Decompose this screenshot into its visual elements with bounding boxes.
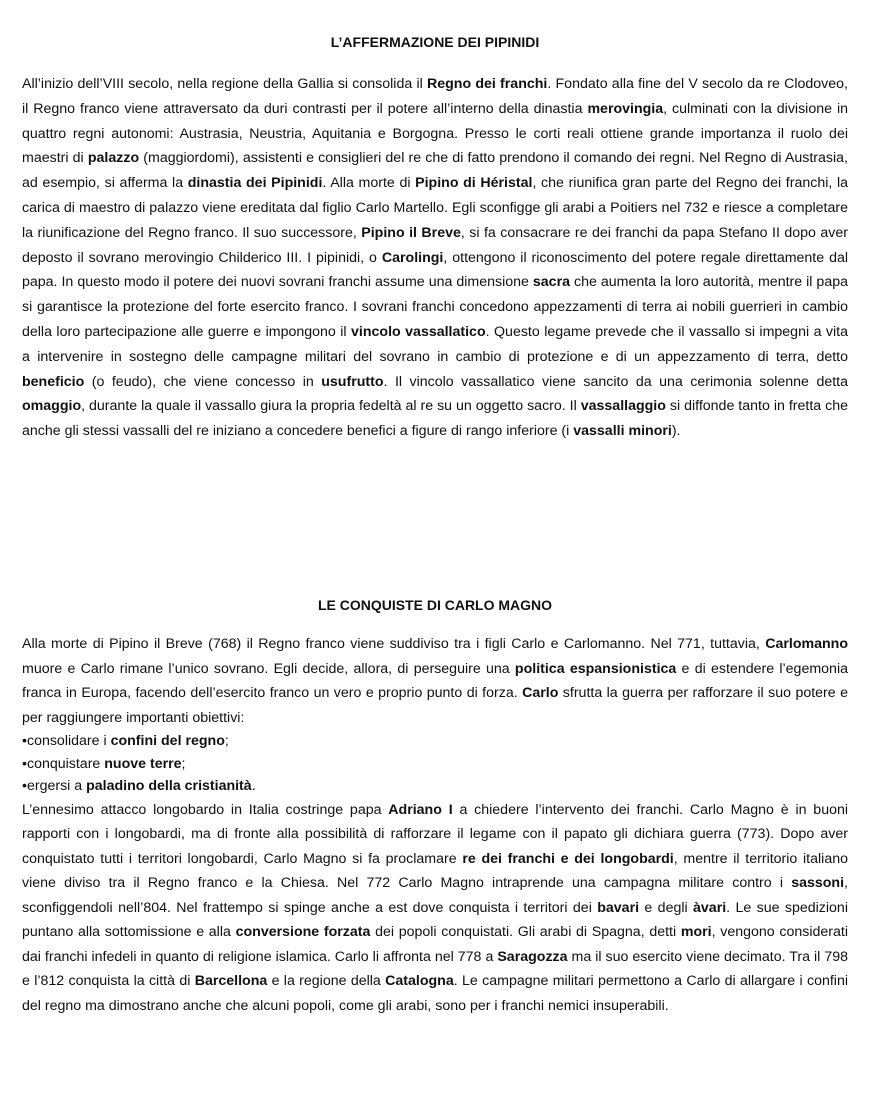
objective-item <box>22 753 848 776</box>
bold-term: conversione forzata <box>235 924 371 940</box>
text-run: ; <box>224 733 229 749</box>
bold-term: politica espansionistica <box>514 660 677 677</box>
bold-term: palazzo <box>87 150 140 167</box>
text-run: . Questo legame prevede che il vassallo si impegni a vita a intervenire in sostegno delle campagne militari del sovrano in cambio di protezione e di un appezzamento di terra, detto <box>22 323 848 365</box>
bold-term: omaggio <box>22 398 82 415</box>
text-run: , ottengono il riconoscimento del potere regale direttamente dal papa. In questo modo il potere dei nuovi sovrani franchi assume una dimensione <box>22 249 849 291</box>
section-2-intro <box>22 632 848 730</box>
text-run: ). <box>671 423 681 440</box>
text-run: . Le campagne militari permettono a Carlo di allargare i confini del regno ma dimostrano anche che alcuni popoli, come gli arabi, sono per i franchi nemici insuperabili. <box>22 973 848 1014</box>
bold-term: dinastia dei Pipinidi <box>187 175 323 192</box>
section-1-title: L’AFFERMAZIONE DEI PIPINIDI <box>330 34 540 50</box>
text-run: . <box>251 778 256 794</box>
section-2-paragraph <box>22 798 848 1019</box>
section-2-body <box>22 632 848 1018</box>
text-run: e di estendere l’egemonia franca in Europa, facendo dell’esercito franco un vero e proprio punto di forza. <box>22 660 848 701</box>
bold-term: confini del regno <box>110 733 225 749</box>
text-run: . Le sue spedizioni puntano alla sottomissione e alla <box>22 899 848 940</box>
text-run: ; <box>181 755 186 772</box>
bold-term: sacra <box>532 274 570 291</box>
bold-term: sassoni <box>791 875 845 891</box>
bold-term: Adriano I <box>388 801 453 818</box>
bullet-mark: • <box>22 778 27 794</box>
bullet-mark: • <box>22 733 27 749</box>
bold-term: Carlo <box>522 685 559 701</box>
text-run: (o feudo), che viene concesso in <box>84 373 322 390</box>
text-run: ergersi a <box>26 778 87 794</box>
bold-term: mori <box>680 924 712 940</box>
bold-term: Catalogna <box>385 973 454 989</box>
text-run: , vengono considerati dai franchi infedeli in quanto di religione islamica. Carlo li affronta nel 778 a <box>22 924 848 965</box>
text-run: consolidare i <box>26 733 111 749</box>
text-run: Alla morte di Pipino il Breve (768) il Regno franco viene suddiviso tra i figli Carlo e Carlomanno. Nel 771, tuttavia, <box>22 636 766 652</box>
text-run: . Fondato alla fine del V secolo da re Clodoveo, il Regno franco viene attraversato da duri contrasti per il potere all’interno della dinastia <box>22 76 848 117</box>
text-run: , che riunifica gran parte del Regno dei franchi, la carica di maestro di palazzo viene ereditata dal figlio Carlo Martello. Egli sconfigge gli arabi a Poitiers nel 732 e riesce a completare la riunificazione del Regno franco. Il suo successore, <box>22 175 849 241</box>
objectives-list <box>22 730 848 798</box>
text-run: L’ennesimo attacco longobardo in Italia costringe papa <box>22 801 389 818</box>
bold-term: bavari <box>597 899 640 916</box>
bold-term: usufrutto <box>321 373 384 390</box>
bold-term: Pipino il Breve <box>361 224 461 241</box>
text-run: (maggiordomi), assistenti e consiglieri del re che di fatto prendono il comando dei regni. Nel Regno di Austrasia, ad esempio, si afferma la <box>22 150 848 192</box>
objective-item <box>22 730 848 753</box>
text-run: muore e Carlo rimane l’unico sovrano. Egli decide, allora, di perseguire una <box>22 660 515 677</box>
text-run: . Il vincolo vassallatico viene sancito da una cerimonia solenne detta <box>383 373 848 390</box>
bold-term: beneficio <box>22 373 85 390</box>
text-run: , culminati con la divisione in quattro regni autonomi: Austrasia, Neustria, Aquitania e Borgogna. Presso le corti reali ottiene grande importanza il ruolo dei maestri di <box>22 100 848 167</box>
objective-item <box>22 775 848 798</box>
bold-term: Saragozza <box>497 948 568 965</box>
bold-term: nuove terre <box>104 755 182 772</box>
text-run: dei popoli conquistati. Gli arabi di Spagna, detti <box>370 924 681 940</box>
bold-term: Regno dei franchi <box>426 76 548 92</box>
text-run: si diffonde tanto in fretta che anche gli stessi vassalli del re iniziano a concedere benefici a figure di rango inferiore (i <box>22 398 848 440</box>
bold-term: Barcellona <box>194 973 268 989</box>
bold-term: Carlomanno <box>765 636 848 652</box>
text-run: e la regione della <box>267 973 386 989</box>
section-2-title: LE CONQUISTE DI CARLO MAGNO <box>317 597 553 613</box>
bold-term: re dei franchi e dei longobardi <box>462 850 674 867</box>
text-run: a chiedere l’intervento dei franchi. Carlo Magno è in buoni rapporti con i longobardi, ma di fronte alla possibilità di rafforzare il legame con il papato gli dichiara guerra (773). Dopo aver conquistato tutti i territori longobardi, Carlo Magno si fa proclamare <box>22 801 849 867</box>
text-run: , mentre il territorio italiano viene diviso tra il Regno franco e la Chiesa. Nel 772 Carlo Magno intraprende una campagna militare contro i <box>22 850 848 891</box>
text-run: sfrutta la guerra per rafforzare il suo potere e per raggiungere importanti obiettivi: <box>22 685 848 726</box>
bold-term: vincolo vassallatico <box>351 323 486 340</box>
bold-term: paladino della cristianità <box>86 778 252 794</box>
objective-text <box>27 778 256 794</box>
objective-text <box>27 756 186 772</box>
text-run: , sconfiggendoli nell’804. Nel frattempo si spinge anche a est dove conquista i territori dei <box>22 875 848 916</box>
text-run: All’inizio dell’VIII secolo, nella regione della Gallia si consolida il <box>22 76 427 92</box>
bold-term: merovingia <box>587 100 664 117</box>
text-run: , durante la quale il vassallo giura la propria fedeltà al re su un oggetto sacro. Il <box>81 398 581 415</box>
bold-term: Carolingi <box>381 249 444 266</box>
bold-term: Pipino di Héristal <box>415 175 533 192</box>
bold-term: vassallaggio <box>580 398 666 415</box>
bold-term: vassalli minori <box>573 423 672 440</box>
text-run: e degli <box>639 899 694 916</box>
objective-text <box>27 733 229 749</box>
text-run: conquistare <box>26 755 105 772</box>
section-1-paragraph <box>22 72 848 444</box>
text-run: che aumenta la loro autorità, mentre il papa si garantisce la protezione del forte esercito franco. I sovrani franchi concedono appezzamenti di terra ai nobili guerrieri in cambio della loro partecipazione alle guerre e impongono il <box>22 274 848 340</box>
bold-term: àvari <box>693 899 727 916</box>
text-run: . Alla morte di <box>322 175 416 192</box>
text-run: , si fa consacrare re dei franchi da papa Stefano II dopo aver deposto il sovrano merovingio Childerico III. I pipinidi, o <box>22 224 848 266</box>
bullet-mark: • <box>22 755 27 772</box>
text-run: ma il suo esercito viene decimato. Tra il 798 e l’812 conquista la città di <box>22 948 848 989</box>
